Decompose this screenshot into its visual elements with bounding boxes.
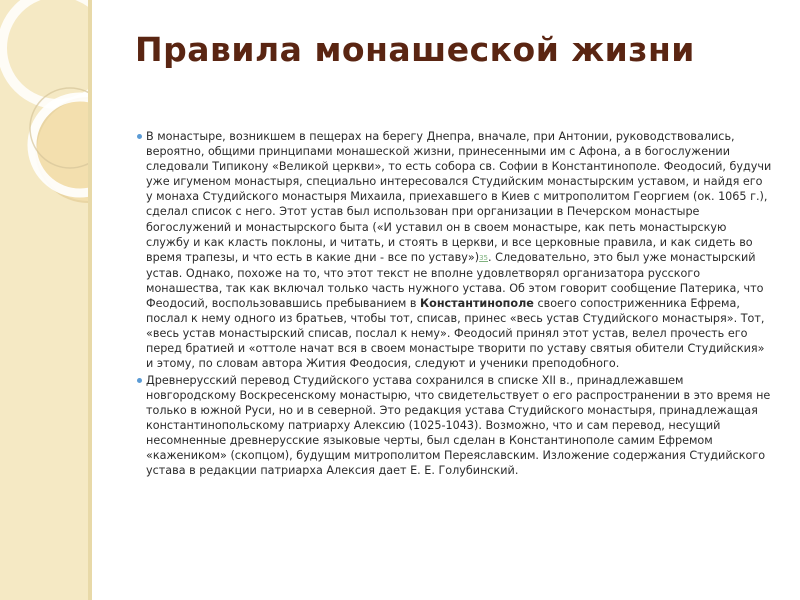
- paragraph-text: В монастыре, возникшем в пещерах на берегу Днепра, вначале, при Антонии, руководствовались, вероятно, общими принципами монашеской жизни, принесенными им с Афона, а в богослужении следовали Типикону «Великой церкви», то есть собора св. Софии в Константинополе. Феодосий, будучи уже игуменом монастыря, специально интересовался Студийским монастырским уставом, и найдя его у монаха Студийского монастыря Михаила, приехавшего в Киев с митрополитом Георгием (ок. 1065 г.), сделал список с него. Этот устав был использован при организации в Печерском монастыре богослужений и монастырского быта («И уставил он в своем монастыре, как петь монастырскую службу и как класть поклоны, и читать, и стоять в церкви, и все церковные правила, и как сидеть во время трапезы, и что есть в какие дни - все по уставу»): [146, 130, 772, 264]
- paragraph-text: Древнерусский перевод Студийского устава сохранился в списке XII в., принадлежавшем новгородскому Воскресенскому монастырю, что свидетельствует о его распространении в это время не только в южной Руси, но и в северной. Это редакция устава Студийского монастыря, принадлежащая константинопольскому патриарху Алексию (1025-1043). Возможно, что и сам перевод, несущий несомненные древнерусские языковые черты, был сделан в Константинополе самим Ефремом «кажеником» (скопцом), будущим митрополитом Переяславским. Изложение содержания Студийского устава в редакции патриарха Алексия дает Е. Е. Голубинский.: [146, 373, 771, 478]
- bullet-icon: [137, 378, 142, 383]
- bullet-paragraph-2: [137, 373, 772, 479]
- footnote-link[interactable]: 35: [479, 253, 489, 262]
- slide-body: [137, 129, 772, 479]
- bullet-paragraph-1: [137, 129, 772, 372]
- decorative-side-band: [0, 0, 88, 600]
- bullet-icon: [137, 134, 142, 139]
- paragraph-text: своего сопостриженника Ефрема, послал к нему одного из братьев, чтобы тот, списав, принес «весь устав Студийского монастыря». Тот, «весь устав монастырский списав, послал к нему». Феодосий принял этот устав, велел прочесть его перед братией и «оттоле начат вся в своем монастыре творити по уставу святыя обители Студийския» и этому, по словам автора Жития Феодосия, следуют и ученики преподобного.: [146, 297, 765, 371]
- bold-term: Константинополе: [419, 297, 534, 311]
- decorative-circles: [0, 0, 88, 600]
- side-band-edge: [88, 0, 92, 600]
- paragraph-text: . Следовательно, это был уже монастырский устав. Однако, похоже на то, что этот текст не вполне удовлетворял организатора русского монашества, так как включал только часть нужного устава. Об этом говорит сообщение Патерика, что Феодосий, воспользовавшись пребыванием в: [146, 250, 764, 311]
- slide-title: Правила монашеской жизни: [135, 30, 695, 69]
